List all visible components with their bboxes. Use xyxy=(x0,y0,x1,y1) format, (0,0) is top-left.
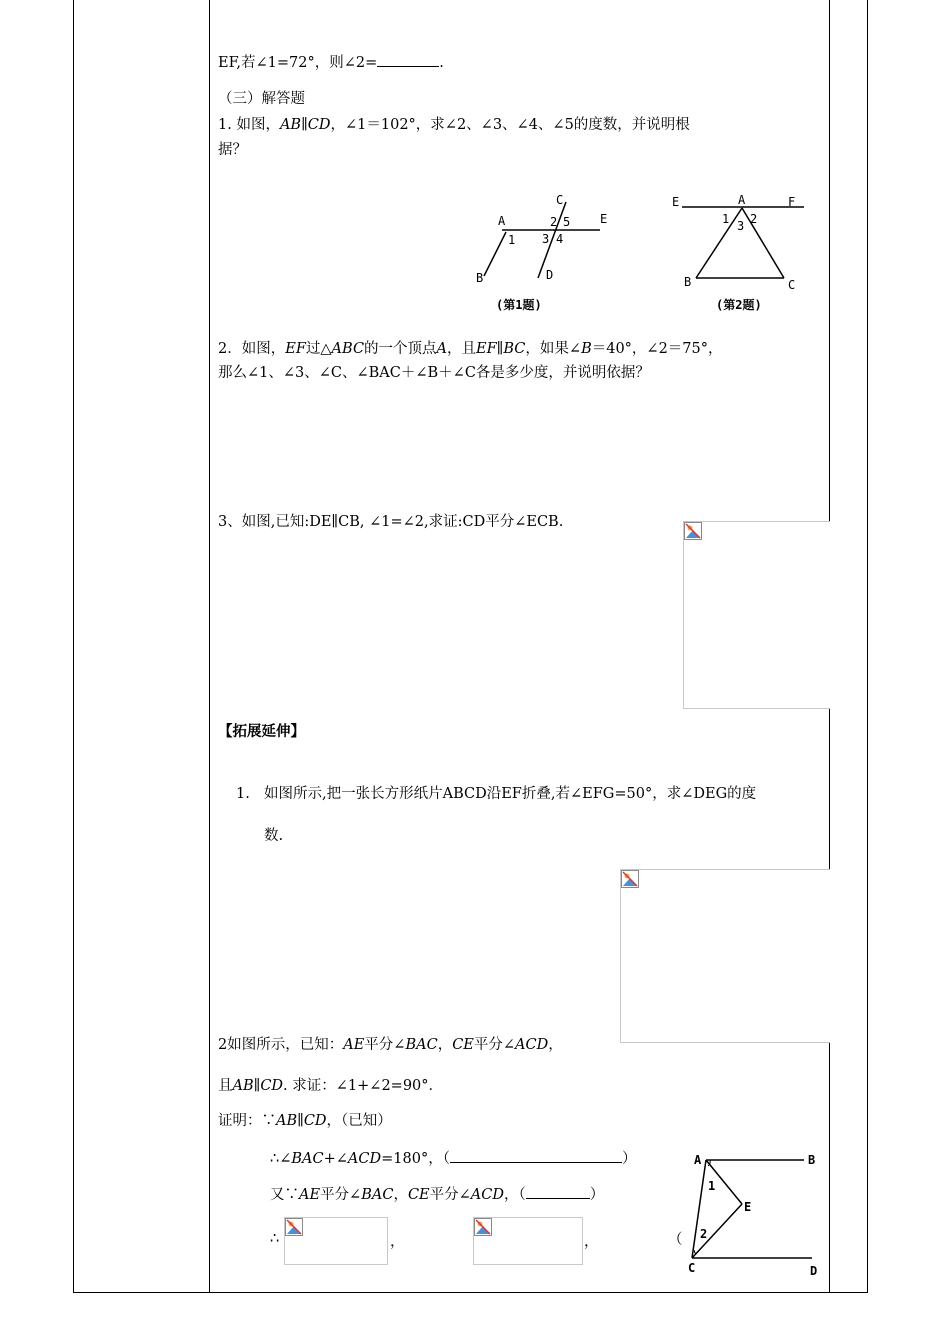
label-4: 4 xyxy=(556,232,564,246)
label-a: A xyxy=(498,214,506,228)
label-1: 1 xyxy=(708,1179,716,1193)
proof-step-1: ∴∠BAC+∠ACD=180°，（ ） xyxy=(270,1148,636,1169)
label-b: B xyxy=(476,271,484,285)
label-5: 5 xyxy=(563,215,571,229)
label-2: 2 xyxy=(750,212,758,226)
label-d: D xyxy=(546,268,554,282)
extension-item-1-line-2: 数. xyxy=(264,828,284,844)
answer-blank[interactable] xyxy=(377,52,439,67)
proof-intro: 证明：∵AB∥CD，（已知） xyxy=(218,1113,392,1129)
column-divider-1 xyxy=(209,0,210,1293)
label-c: C xyxy=(788,278,796,292)
question-4-line-2: 且AB∥CD. 求证：∠1+∠2=90°． xyxy=(218,1078,444,1094)
table-right-border xyxy=(867,0,868,1293)
reason-blank-2[interactable] xyxy=(526,1184,590,1199)
image-placeholder-q3 xyxy=(683,521,830,709)
proof-step-3-paren: （ xyxy=(668,1232,683,1248)
label-c: C xyxy=(688,1261,696,1275)
label-e: E xyxy=(600,212,608,226)
label-e: E xyxy=(744,1200,752,1214)
proof-step-3-comma-2: ， xyxy=(584,1234,599,1250)
label-3: 3 xyxy=(737,219,745,233)
image-placeholder-step-3a xyxy=(284,1217,388,1265)
label-a: A xyxy=(694,1153,702,1167)
question-3: 3、如图,已知:DE∥CB, ∠1=∠2,求证:CD平分∠ECB. xyxy=(218,514,564,530)
label-a: A xyxy=(738,193,746,207)
proof-step-2: 又∵AE平分∠BAC，CE平分∠ACD，（ ） xyxy=(270,1184,604,1205)
label-e: E xyxy=(672,195,680,209)
table-bottom-border xyxy=(73,1292,868,1293)
label-3: 3 xyxy=(542,232,550,246)
question-4: 2如图所示，已知：AE平分∠BAC，CE平分∠ACD， xyxy=(218,1037,563,1053)
line-ac xyxy=(692,1160,706,1258)
question-2: 2．如图，EF过△ABC的一个顶点A，且EF∥BC，如果∠B＝40°，∠2＝75°， xyxy=(218,341,723,357)
label-b: B xyxy=(808,1153,816,1167)
label-d: D xyxy=(810,1264,818,1278)
section-title: （三）解答题 xyxy=(218,91,305,107)
figure-3 xyxy=(686,1148,824,1280)
extension-item-1-number: 1. xyxy=(236,786,250,802)
label-b: B xyxy=(684,275,692,289)
line-ab xyxy=(484,232,506,276)
label-c: C xyxy=(556,193,564,207)
proof-step-3-therefore: ∴ xyxy=(270,1231,280,1247)
line-ab xyxy=(696,208,745,278)
question-2-line-2: 那么∠1、∠3、∠C、∠BAC＋∠B＋∠C各是多少度，并说明依据？ xyxy=(218,365,650,381)
table-left-border xyxy=(73,0,74,1293)
caption-2: (第2题) xyxy=(716,298,762,312)
figure-1 xyxy=(470,188,620,318)
image-placeholder-fold xyxy=(620,869,830,1043)
line-ac xyxy=(742,208,784,278)
extension-title: 【拓展延伸】 xyxy=(218,723,305,740)
label-1: 1 xyxy=(722,212,730,226)
label-f: F xyxy=(788,195,796,209)
broken-image-icon xyxy=(285,1218,303,1236)
question-text: EF,若∠1=72°，则∠2= xyxy=(218,55,378,71)
extension-item-1: 如图所示,把一张长方形纸片ABCD沿EF折叠,若∠EFG=50°，求∠DEG的度 xyxy=(264,786,757,802)
label-2: 2 xyxy=(700,1227,708,1241)
proof-step-3-comma-1: ， xyxy=(390,1234,405,1250)
label-1: 1 xyxy=(508,233,516,247)
broken-image-icon xyxy=(474,1218,492,1236)
reason-blank-1[interactable] xyxy=(450,1148,622,1163)
question-1: 1. 如图，AB∥CD，∠1＝102°，求∠2、∠3、∠4、∠5的度数，并说明根 xyxy=(218,117,690,133)
label-2: 2 xyxy=(550,215,558,229)
question-1-line-2: 据？ xyxy=(218,142,247,158)
figure-2 xyxy=(668,192,813,322)
broken-image-icon xyxy=(684,522,702,540)
caption-1: (第1题) xyxy=(496,298,542,312)
fill-blank-question: EF,若∠1=72°，则∠2= . xyxy=(218,52,444,73)
broken-image-icon xyxy=(621,870,639,888)
image-placeholder-step-3b xyxy=(473,1217,583,1265)
